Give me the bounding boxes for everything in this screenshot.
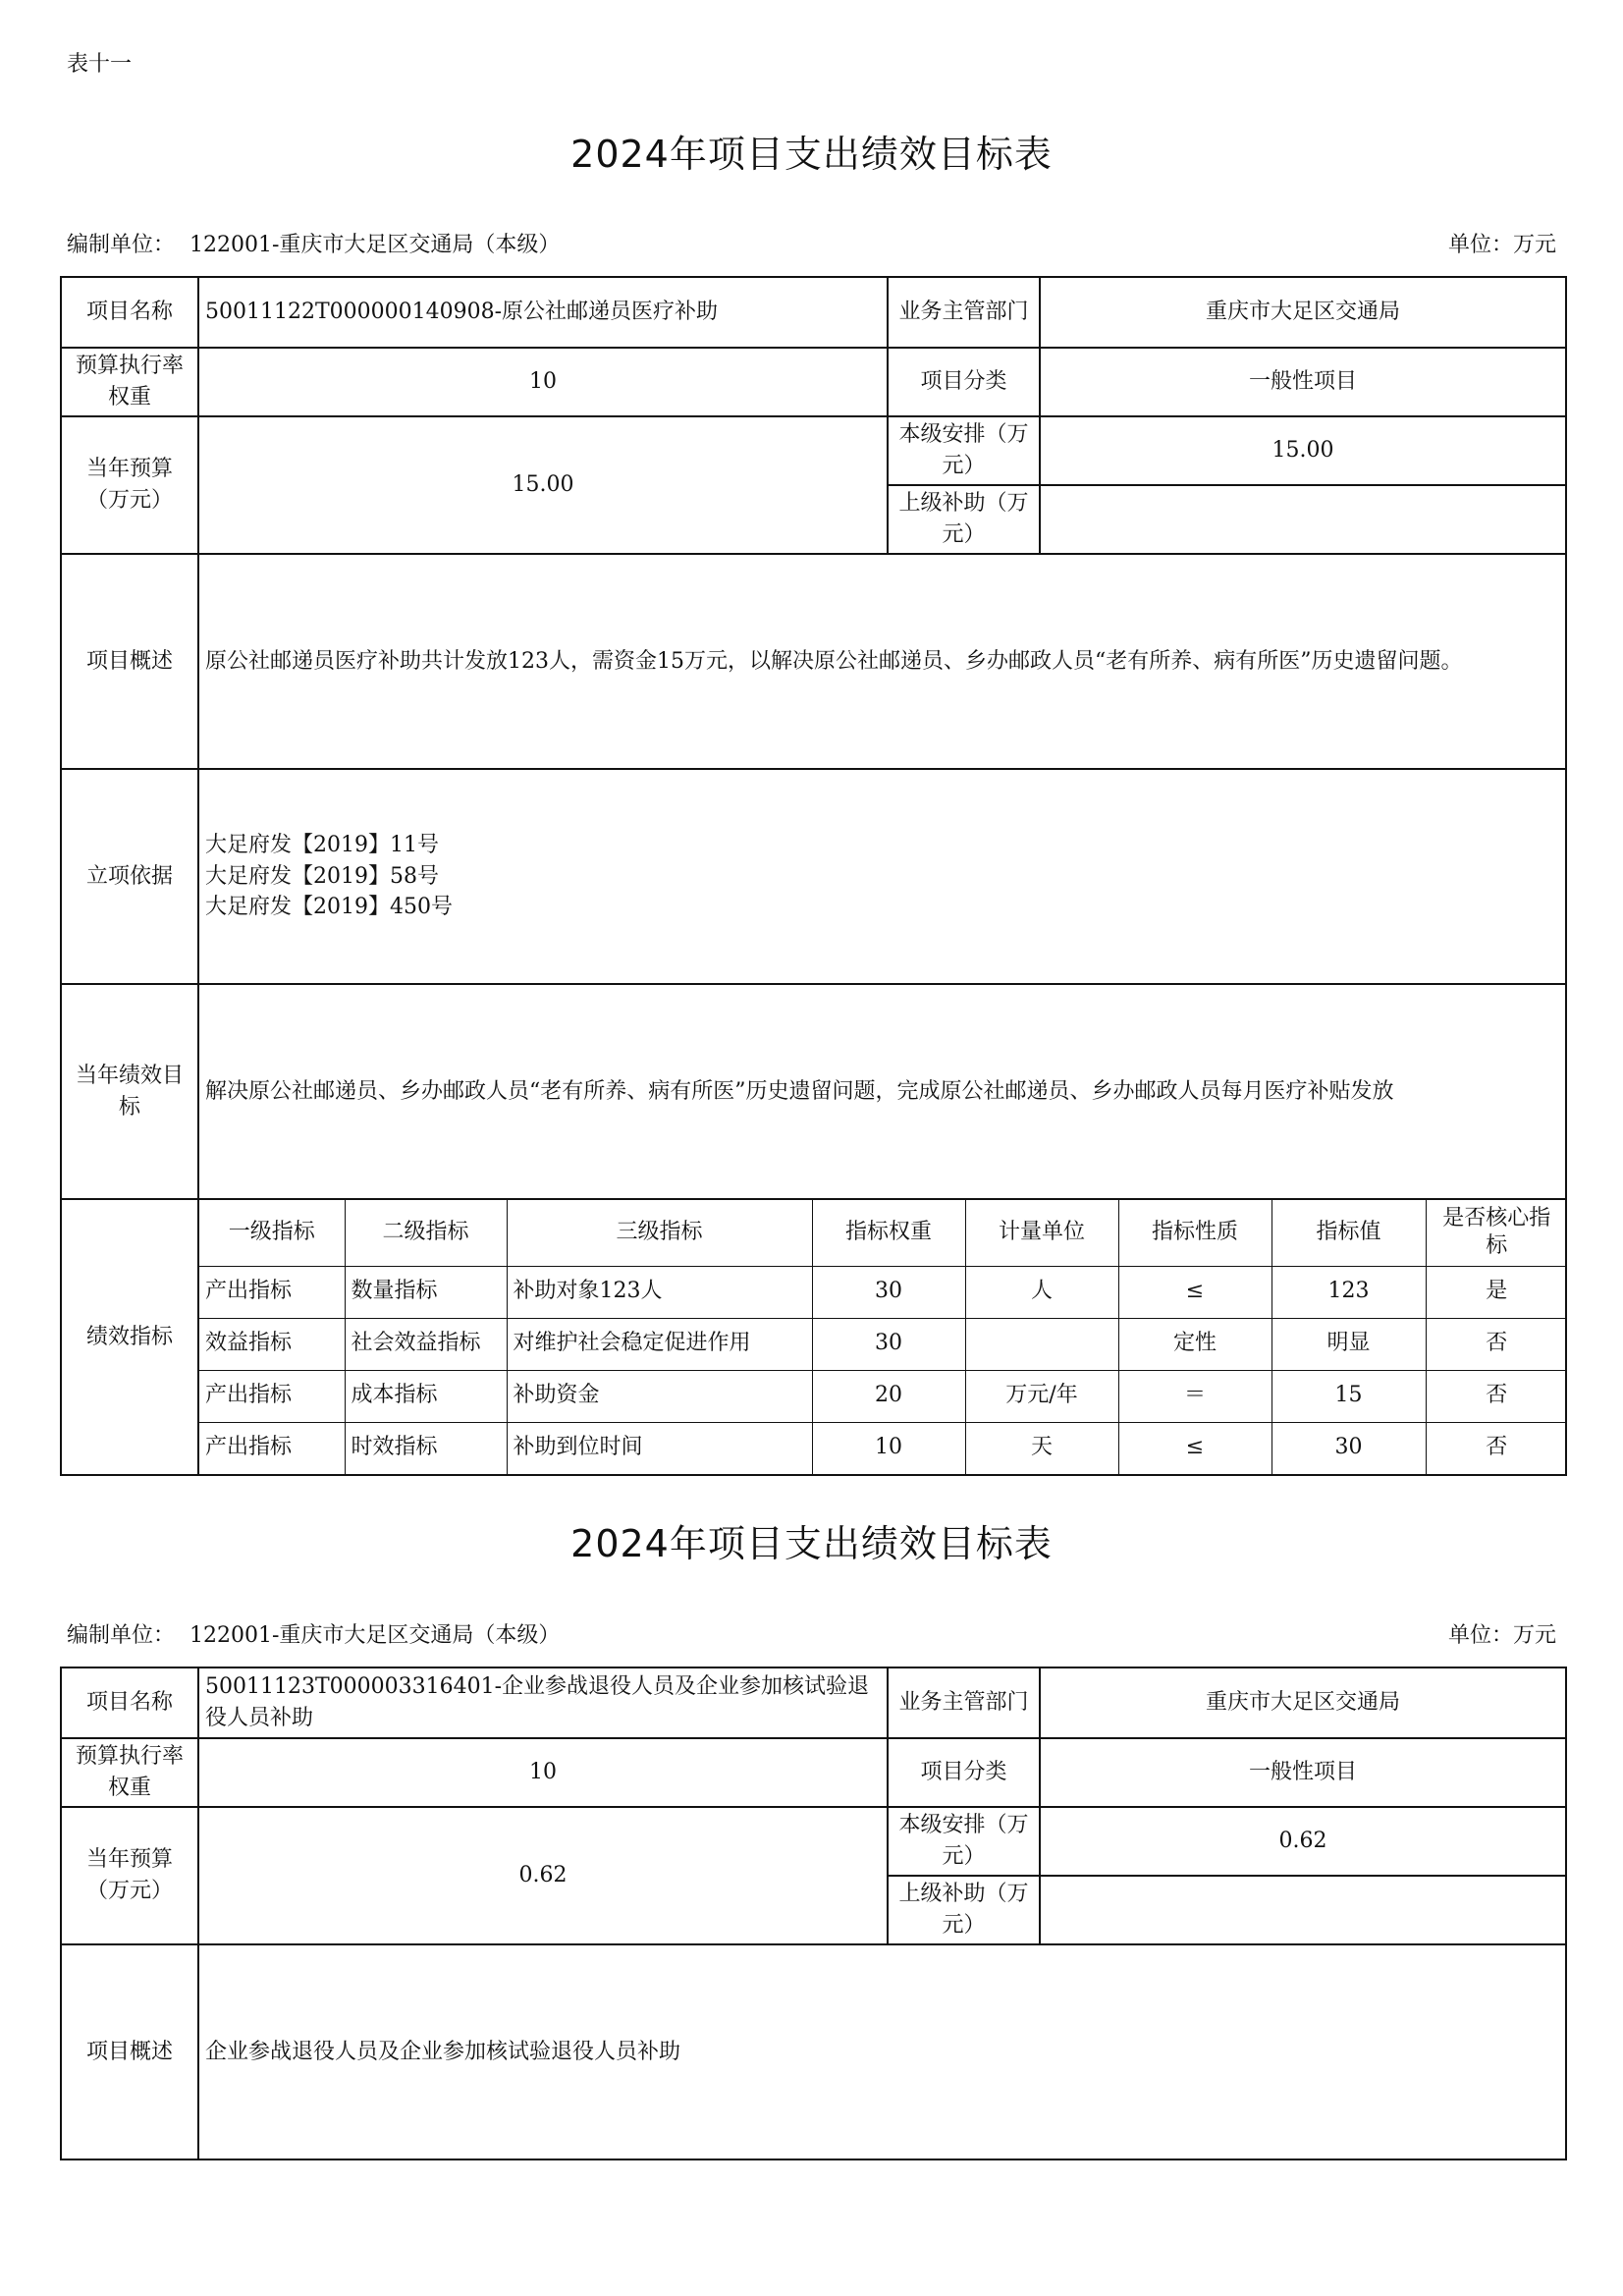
indicator-header-row (199, 1200, 1567, 1266)
label-budget: 当年预算（万元） (61, 1807, 198, 1944)
indicator-cell: 是 (1426, 1266, 1567, 1318)
indicator-cell: 否 (1426, 1370, 1567, 1422)
row-project-name (61, 277, 1566, 348)
value-overview: 企业参战退役人员及企业参加核试验退役人员补助 (198, 1944, 1566, 2159)
value-dept: 重庆市大足区交通局 (1040, 1667, 1566, 1738)
value-project-name: 50011123T000003316401-企业参战退役人员及企业参加核试验退役人员补助 (198, 1667, 888, 1738)
indicator-area (198, 1199, 1566, 1475)
label-dept: 业务主管部门 (888, 1667, 1040, 1738)
row-indicators (61, 1199, 1566, 1475)
indicator-cell: 产出指标 (199, 1370, 345, 1422)
indicator-cell: 否 (1426, 1318, 1567, 1370)
form-meta-1 (67, 228, 1556, 258)
row-basis (61, 769, 1566, 984)
indicator-cell: 天 (965, 1422, 1118, 1474)
indicator-cell: 30 (1271, 1422, 1426, 1474)
indicator-row (199, 1266, 1567, 1318)
indicator-cell: 123 (1271, 1266, 1426, 1318)
indicator-cell: 数量指标 (345, 1266, 507, 1318)
value-upper (1040, 1876, 1566, 1944)
indicator-cell: ＝ (1118, 1370, 1271, 1422)
row-project-name (61, 1667, 1566, 1738)
value-budget: 0.62 (198, 1807, 888, 1944)
form-title-1: 2024年项目支出绩效目标表 (570, 133, 1053, 176)
page-label: 表十一 (67, 52, 133, 77)
row-weight (61, 1738, 1566, 1807)
value-weight: 10 (198, 1738, 888, 1807)
basis-line: 大足府发【2019】58号 (205, 863, 439, 889)
basis-line: 大足府发【2019】450号 (205, 895, 453, 920)
value-weight: 10 (198, 348, 888, 416)
value-budget: 15.00 (198, 416, 888, 554)
org-label: 编制单位： (67, 1623, 176, 1648)
label-upper: 上级补助（万元） (888, 485, 1040, 554)
indicator-cell: 万元/年 (965, 1370, 1118, 1422)
indicator-cell: 社会效益指标 (345, 1318, 507, 1370)
indicator-cell: 时效指标 (345, 1422, 507, 1474)
row-overview (61, 554, 1566, 769)
label-goal: 当年绩效目标 (61, 984, 198, 1199)
value-category: 一般性项目 (1040, 348, 1566, 416)
indicator-cell: 效益指标 (199, 1318, 345, 1370)
indicator-cell: 20 (812, 1370, 965, 1422)
value-project-name: 50011122T000000140908-原公社邮递员医疗补助 (198, 277, 888, 348)
value-upper (1040, 485, 1566, 554)
row-budget-local (61, 1807, 1566, 1876)
indicator-cell: 30 (812, 1266, 965, 1318)
form-meta-2 (67, 1618, 1556, 1649)
label-indicators: 绩效指标 (61, 1199, 198, 1475)
header-cell: 二级指标 (345, 1200, 507, 1266)
value-local: 0.62 (1040, 1807, 1566, 1876)
indicator-cell: 产出指标 (199, 1422, 345, 1474)
header-cell: 一级指标 (199, 1200, 345, 1266)
label-upper: 上级补助（万元） (888, 1876, 1040, 1944)
performance-table-1 (60, 276, 1567, 1476)
indicator-cell: 30 (812, 1318, 965, 1370)
performance-table-2 (60, 1667, 1567, 2160)
org-value: 122001-重庆市大足区交通局（本级） (189, 233, 561, 257)
value-local: 15.00 (1040, 416, 1566, 485)
indicator-cell: 补助资金 (507, 1370, 812, 1422)
indicator-row (199, 1318, 1567, 1370)
indicator-cell: 成本指标 (345, 1370, 507, 1422)
indicator-cell: 人 (965, 1266, 1118, 1318)
value-dept: 重庆市大足区交通局 (1040, 277, 1566, 348)
label-overview: 项目概述 (61, 1944, 198, 2159)
org-value: 122001-重庆市大足区交通局（本级） (189, 1623, 561, 1648)
label-project-name: 项目名称 (61, 1667, 198, 1738)
indicator-cell: 补助到位时间 (507, 1422, 812, 1474)
org-label: 编制单位： (67, 233, 176, 257)
header-cell: 三级指标 (507, 1200, 812, 1266)
indicator-table (199, 1200, 1567, 1474)
label-category: 项目分类 (888, 348, 1040, 416)
value-goal: 解决原公社邮递员、乡办邮政人员“老有所养、病有所医”历史遗留问题，完成原公社邮递员、乡办邮政人员每月医疗补贴发放 (198, 984, 1566, 1199)
unit-label: 单位：万元 (1447, 233, 1556, 257)
indicator-cell: ≤ (1118, 1422, 1271, 1474)
label-basis: 立项依据 (61, 769, 198, 984)
unit-label: 单位：万元 (1447, 1623, 1556, 1648)
value-overview: 原公社邮递员医疗补助共计发放123人，需资金15万元，以解决原公社邮递员、乡办邮政人员“老有所养、病有所医”历史遗留问题。 (198, 554, 1566, 769)
indicator-cell: 对维护社会稳定促进作用 (507, 1318, 812, 1370)
header-cell: 指标性质 (1118, 1200, 1271, 1266)
label-budget: 当年预算（万元） (61, 416, 198, 554)
indicator-cell: 明显 (1271, 1318, 1426, 1370)
label-weight: 预算执行率权重 (61, 1738, 198, 1807)
row-budget-local (61, 416, 1566, 485)
label-category: 项目分类 (888, 1738, 1040, 1807)
form-title-2: 2024年项目支出绩效目标表 (570, 1522, 1053, 1565)
header-cell: 计量单位 (965, 1200, 1118, 1266)
label-weight: 预算执行率权重 (61, 348, 198, 416)
indicator-cell: 10 (812, 1422, 965, 1474)
row-weight (61, 348, 1566, 416)
basis-line: 大足府发【2019】11号 (205, 832, 439, 857)
label-overview: 项目概述 (61, 554, 198, 769)
indicator-cell: 定性 (1118, 1318, 1271, 1370)
indicator-cell (965, 1318, 1118, 1370)
indicator-row (199, 1422, 1567, 1474)
indicator-cell: 15 (1271, 1370, 1426, 1422)
value-category: 一般性项目 (1040, 1738, 1566, 1807)
indicator-cell: 否 (1426, 1422, 1567, 1474)
indicator-cell: 产出指标 (199, 1266, 345, 1318)
indicator-cell: 补助对象123人 (507, 1266, 812, 1318)
header-cell: 指标值 (1271, 1200, 1426, 1266)
header-cell: 是否核心指标 (1426, 1200, 1567, 1266)
row-goal (61, 984, 1566, 1199)
label-local: 本级安排（万元） (888, 416, 1040, 485)
row-overview (61, 1944, 1566, 2159)
label-local: 本级安排（万元） (888, 1807, 1040, 1876)
label-project-name: 项目名称 (61, 277, 198, 348)
label-dept: 业务主管部门 (888, 277, 1040, 348)
indicator-cell: ≤ (1118, 1266, 1271, 1318)
indicator-row (199, 1370, 1567, 1422)
value-basis (198, 769, 1566, 984)
header-cell: 指标权重 (812, 1200, 965, 1266)
